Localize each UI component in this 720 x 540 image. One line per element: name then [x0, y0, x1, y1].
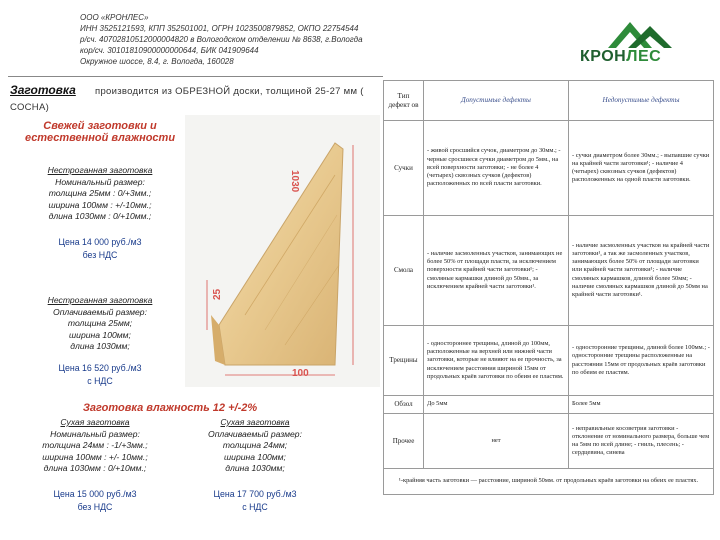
fresh-planed-block [10, 295, 190, 353]
price-value: Цена 17 700 руб./м3 [213, 489, 297, 499]
dry-left-title: Сухая заготовка [60, 417, 130, 427]
spec-line: толщина 25мм : 0/+3мм.; [48, 188, 152, 198]
dry-right-title: Сухая заготовка [220, 417, 290, 427]
spec-line: длина 1030мм : 0/+10мм.; [48, 211, 152, 221]
header-defect-type: Тип дефект ов [384, 81, 424, 121]
dry-right-block [170, 417, 340, 475]
table-row [384, 216, 714, 326]
dry-heading: Заготовка влажность 12 +/-2% [82, 402, 258, 414]
price-tax: с НДС [242, 502, 268, 512]
fresh-unplaned-block [20, 165, 180, 223]
row-type: Сучки [384, 121, 424, 216]
spec-line: ширина 100мм : +/- 10мм.; [42, 451, 148, 462]
row-allowed: - одностороннее трещины, длиной до 100мм, расположенные на верхней или нижней части заготовки, которые не влияют на ее прочность, за исключением расстояния шириной 15мм от продольных краёв заготовки по обеим ее пластям. [424, 326, 569, 396]
table-row [384, 326, 714, 396]
row-forbidden: Более 5мм [569, 396, 714, 414]
fresh-planed-price [10, 362, 190, 388]
fresh-planed-title: Нестроганная заготовка [47, 295, 153, 305]
row-type: Трещины [384, 326, 424, 396]
defects-table [383, 80, 714, 495]
board-image [185, 115, 380, 387]
fresh-unplaned-title: Нестроганная заготовка [47, 165, 153, 175]
fresh-unplaned-price [20, 236, 180, 262]
width-dimension: 100 [292, 368, 309, 379]
spec-line: Оплачиваемый размер: [53, 306, 147, 317]
spec-line: длина 1030мм : 0/+10мм.; [43, 463, 147, 473]
company-inn: ИНН 3525121593, КПП 352501001, ОГРН 1023500879852, ОКПО 22754544 [80, 24, 359, 33]
row-type: Прочее [384, 414, 424, 469]
spec-line: толщина 24мм; [222, 440, 288, 450]
row-allowed: До 5мм [424, 396, 569, 414]
dry-right-price [170, 488, 340, 514]
header-divider [8, 76, 383, 77]
price-tax: без НДС [82, 250, 118, 260]
row-forbidden: - сучки диаметром более 30мм.; - выпавшие сучки на крайней части заготовки¹; - наличие 4 (четырех) сквозных сучков (дефектов) расположенных на одной пласти заготовки. [569, 121, 714, 216]
price-value: Цена 14 000 руб./м3 [58, 237, 142, 247]
fresh-heading [20, 120, 180, 144]
spec-line: ширина 100мм; [69, 329, 131, 340]
fresh-heading-line: естественной влажности [24, 132, 176, 144]
logo-text-part1: КРОН [580, 48, 627, 65]
row-forbidden: - неправильные косоветрия заготовки - отклонение от номинального размера, больше чем на 5мм по всей длине; - гниль, плесень; - сердцевина, синева [569, 414, 714, 469]
spec-line: Номинальный размер: [50, 428, 140, 439]
logo-text [580, 48, 661, 66]
row-type: Смола [384, 216, 424, 326]
spec-line: длина 1030мм; [70, 341, 130, 351]
price-tax: с НДС [87, 376, 113, 386]
price-value: Цена 15 000 руб./м3 [53, 489, 137, 499]
row-allowed: - наличие засмоленных участков, занимающих не более 50% от площади пласти, за исключением поверхности крайней части заготовки¹; - смоляные кармашки длиной до 50мм., за исключением крайней части заготовки¹. [424, 216, 569, 326]
table-header-row [384, 81, 714, 121]
row-forbidden: - наличие засмоленных участков на крайней части заготовки¹, а так же засмоленных участков, занимающих более 50% от площади заготовки или крайней части заготовки¹; - наличие смоляных кармашков, длиной более 50мм; - наличие смоляных кармашков длиной до 50мм на крайней части заготовки¹. [569, 216, 714, 326]
table-row [384, 121, 714, 216]
spec-line: ширина 100мм : +/-10мм.; [48, 199, 152, 210]
table-row [384, 396, 714, 414]
spec-line: толщина 24мм : -1/+3мм.; [42, 440, 148, 450]
company-corr-account: кор/сч. 30101810900000000644, БИК 041909644 [80, 46, 259, 55]
zagotovka-description: производится из ОБРЕЗНОЙ доски, толщиной 25-27 мм ( [95, 86, 364, 97]
table-footnote: ¹-крайняя часть заготовки — расстояние, шириной 50мм. от продольных краёв заготовки на обеих ее пластях. [384, 469, 714, 495]
table-footnote-row [384, 469, 714, 495]
spec-line: Оплачиваемый размер: [208, 428, 302, 439]
zagotovka-title: Заготовка [10, 83, 76, 97]
company-account: р/сч. 40702810512000004820 в Вологодском отделении № 8638, г.Вологда [80, 35, 363, 44]
company-address: Окружное шоссе, 8.4, г. Вологда, 160028 [80, 57, 234, 66]
header-forbidden: Недопустимые дефекты [569, 81, 714, 121]
zagotovka-description-end: СОСНА) [10, 102, 50, 113]
spec-line: ширина 100мм; [224, 451, 286, 462]
thickness-dimension: 25 [212, 288, 223, 300]
header-allowed: Допустимые дефекты [424, 81, 569, 121]
length-dimension: 1030 [289, 170, 300, 193]
spec-line: длина 1030мм; [225, 463, 285, 473]
fresh-heading-line: Свежей заготовки и [43, 120, 157, 132]
spec-line: Номинальный размер: [55, 176, 145, 187]
price-tax: без НДС [77, 502, 113, 512]
company-details [80, 12, 363, 67]
row-type: Обзол [384, 396, 424, 414]
row-allowed: - живой сросшийся сучок, диаметром до 30мм.; - черные сросшиеся сучки диаметром до 5мм., на всей поверхности заготовки; - не более 4 (четырех) сквозных сучков (дефектов) расположенных по всей пласти заготовки. [424, 121, 569, 216]
dry-left-price [10, 488, 180, 514]
company-name: ООО «КРОНЛЕС» [80, 13, 149, 22]
row-forbidden: - односторонние трещины, длиной более 100мм.; - односторонние трещины расположенные на расстоянии 15мм от продольных краёв заготовки по обеим ее пластям. [569, 326, 714, 396]
dry-left-block [10, 417, 180, 475]
table-row [384, 414, 714, 469]
spec-line: толщина 25мм; [67, 318, 133, 328]
row-allowed: нет [424, 414, 569, 469]
price-value: Цена 16 520 руб./м3 [58, 363, 142, 373]
logo-text-part2: ЛЕС [626, 48, 662, 65]
